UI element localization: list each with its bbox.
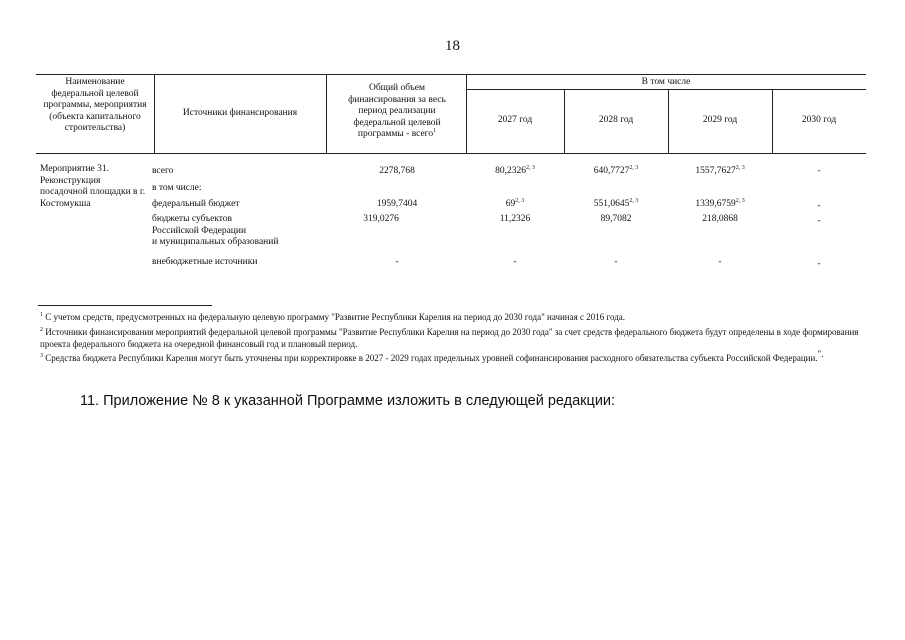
row-value-2028: 551,0645$^{2, 3}$	[593, 197, 639, 209]
footnote-2: $^2$ Источники финансирования мероприятий федеральной целевой программы "Развитие Республики Карелия на период до 2030 года" за счет средств федерального бюджета будут определены в ходе формирования проекта федерального бюджета на очередной финансовый год и плановый период.	[40, 327, 859, 349]
row-source-label: бюджеты субъектов Российской Федерации и муниципальных образований	[152, 214, 279, 247]
row-source-label: федеральный бюджет	[152, 199, 240, 209]
row-value-2030: -	[817, 216, 821, 226]
row-value-2029: -	[718, 257, 722, 267]
table-header-bottom-border	[36, 153, 866, 154]
row-source-label: всего	[152, 166, 174, 176]
header-program-name: Наименование федеральной целевой программы, мероприятия (объекта капитального строительства)	[43, 77, 147, 133]
header-including: В том числе	[641, 77, 691, 87]
table-top-border	[36, 74, 866, 75]
row-value-2028: -	[614, 257, 618, 267]
footnote-separator	[38, 305, 212, 306]
row-value-2027: 11,2326	[499, 214, 531, 224]
row-total-value: 319,0276	[363, 214, 399, 224]
header-total-volume: Общий объем финансирования за весь период реализации федеральной целевой программы - всего$^1$	[348, 83, 446, 139]
column-divider	[326, 74, 327, 153]
row-total-value: 2278,768	[379, 166, 415, 176]
header-year-2029: 2029 год	[702, 115, 738, 125]
row-value-2029: 218,0868	[702, 214, 738, 224]
row-value-2029: 1557,7627$^{2, 3}$	[695, 164, 745, 176]
header-year-2030: 2030 год	[801, 115, 837, 125]
header-funding-sources: Источники финансирования	[182, 108, 298, 118]
row-value-2027: 80,2326$^{2, 3}$	[495, 164, 535, 176]
header-year-2028: 2028 год	[598, 115, 634, 125]
row-value-2028: 89,7082	[600, 214, 632, 224]
row-value-2030: -	[817, 201, 821, 211]
row-value-2027: -	[513, 257, 517, 267]
footnote-3: $^3$ Средства бюджета Республики Карелия могут быть уточнены при корректировке в 2027 - 2029 годах предельных уровней софинансирования расходного обязательства субъекта Российской Федерации.".	[40, 349, 824, 363]
header-year-2027: 2027 год	[497, 115, 533, 125]
footnote-1: $^1$ С учетом средств, предусмотренных на федеральную целевую программу "Развитие Республики Карелия на период до 2030 года" начиная с 2016 года.	[40, 312, 626, 322]
row-total-value: 1959,7404	[376, 199, 418, 209]
column-divider	[154, 74, 155, 153]
row-value-2030: -	[817, 259, 821, 269]
row-total-value: -	[395, 257, 399, 267]
event-name: Мероприятие 31. Реконструкция посадочной площадки в г. Костомукша	[40, 164, 146, 209]
section-paragraph: 11. Приложение № 8 к указанной Программе изложить в следующей редакции:	[80, 393, 616, 409]
page-number: 18	[445, 38, 460, 54]
year-group-divider	[466, 89, 866, 90]
row-value-2027: 69$^{2, 3}$	[505, 197, 525, 209]
row-value-2030: -	[817, 166, 821, 176]
row-value-2028: 640,7727$^{2, 3}$	[593, 164, 639, 176]
row-value-2029: 1339,6759$^{2, 3}$	[695, 197, 745, 209]
row-source-label: внебюджетные источники	[152, 257, 258, 267]
row-source-label: в том числе:	[152, 183, 202, 193]
